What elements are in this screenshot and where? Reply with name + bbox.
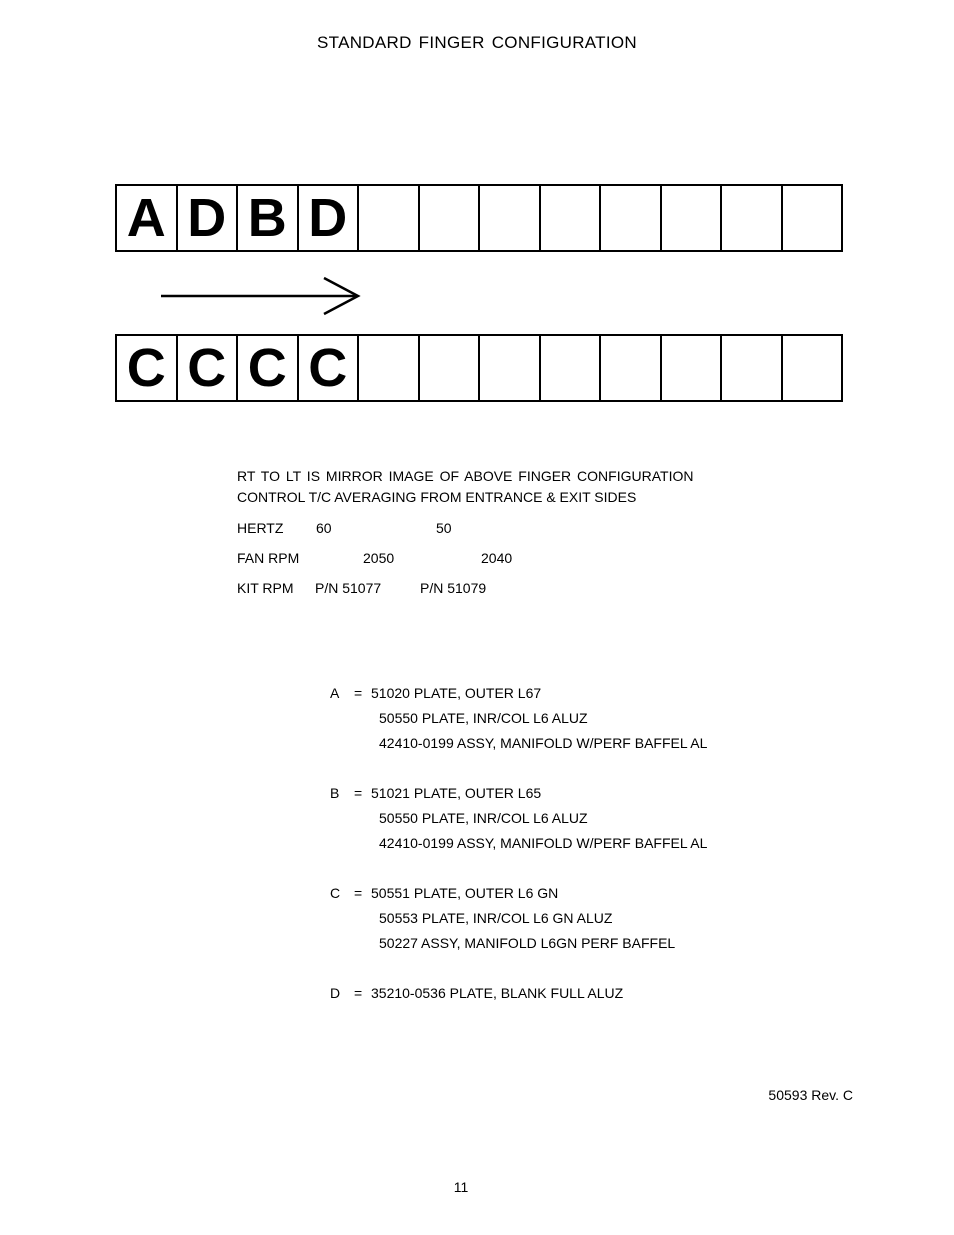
kit-rpm-part-1: P/N 51077	[315, 580, 382, 596]
legend-a-equals: =	[354, 685, 363, 701]
page-title: STANDARD FINGER CONFIGURATION	[317, 33, 637, 52]
kit-rpm-part-2: P/N 51079	[420, 580, 487, 596]
bottom-cell-10	[662, 336, 723, 400]
legend-b-line-2: 50550 PLATE, INR/COL L6 ALUZ	[379, 810, 588, 826]
top-cell-12	[783, 186, 842, 250]
top-cell-4: D	[299, 186, 360, 250]
bottom-cell-3: C	[238, 336, 299, 400]
legend-a-line-2: 50550 PLATE, INR/COL L6 ALUZ	[379, 710, 588, 726]
hertz-value-60: 60	[316, 520, 332, 536]
bottom-cell-1: C	[117, 336, 178, 400]
fan-rpm-value-2: 2040	[481, 550, 513, 566]
direction-arrow-icon	[160, 274, 364, 318]
top-cell-11	[722, 186, 783, 250]
bottom-cell-4: C	[299, 336, 360, 400]
document-revision: 50593 Rev. C	[768, 1087, 853, 1103]
bottom-cell-2: C	[178, 336, 239, 400]
top-cell-8	[541, 186, 602, 250]
top-cell-5	[359, 186, 420, 250]
fan-rpm-value-1: 2050	[363, 550, 395, 566]
legend-b-equals: =	[354, 785, 363, 801]
legend-b-line-3: 42410-0199 ASSY, MANIFOLD W/PERF BAFFEL AL	[379, 835, 708, 851]
legend-a-letter: A	[330, 685, 340, 701]
page-number: 11	[453, 1179, 469, 1195]
bottom-cell-5	[359, 336, 420, 400]
legend-c-line-2: 50553 PLATE, INR/COL L6 GN ALUZ	[379, 910, 613, 926]
hertz-value-50: 50	[436, 520, 452, 536]
fan-rpm-label: FAN RPM	[237, 550, 300, 566]
kit-rpm-label: KIT RPM	[237, 580, 294, 596]
legend-a-line-3: 42410-0199 ASSY, MANIFOLD W/PERF BAFFEL AL	[379, 735, 708, 751]
note-averaging: CONTROL T/C AVERAGING FROM ENTRANCE & EXIT SIDES	[237, 489, 637, 505]
legend-b-letter: B	[330, 785, 340, 801]
bottom-cell-9	[601, 336, 662, 400]
note-mirror: RT TO LT IS MIRROR IMAGE OF ABOVE FINGER CONFIGURATION	[237, 468, 694, 484]
bottom-cell-6	[420, 336, 481, 400]
bottom-cell-8	[541, 336, 602, 400]
legend-d-letter: D	[330, 985, 341, 1001]
top-finger-row	[115, 184, 843, 252]
hertz-label: HERTZ	[237, 520, 284, 536]
bottom-finger-row	[115, 334, 843, 402]
top-cell-7	[480, 186, 541, 250]
legend-c-line-1: 50551 PLATE, OUTER L6 GN	[371, 885, 559, 901]
top-cell-10	[662, 186, 723, 250]
legend-a-line-1: 51020 PLATE, OUTER L67	[371, 685, 542, 701]
bottom-cell-12	[783, 336, 842, 400]
legend-d-equals: =	[354, 985, 363, 1001]
bottom-cell-7	[480, 336, 541, 400]
top-cell-6	[420, 186, 481, 250]
bottom-cell-11	[722, 336, 783, 400]
top-cell-3: B	[238, 186, 299, 250]
legend-b-line-1: 51021 PLATE, OUTER L65	[371, 785, 542, 801]
legend-c-letter: C	[330, 885, 341, 901]
legend-c-equals: =	[354, 885, 363, 901]
top-cell-2: D	[178, 186, 239, 250]
top-cell-9	[601, 186, 662, 250]
top-cell-1: A	[117, 186, 178, 250]
legend-c-line-3: 50227 ASSY, MANIFOLD L6GN PERF BAFFEL	[379, 935, 676, 951]
legend-d-line-1: 35210-0536 PLATE, BLANK FULL ALUZ	[371, 985, 624, 1001]
